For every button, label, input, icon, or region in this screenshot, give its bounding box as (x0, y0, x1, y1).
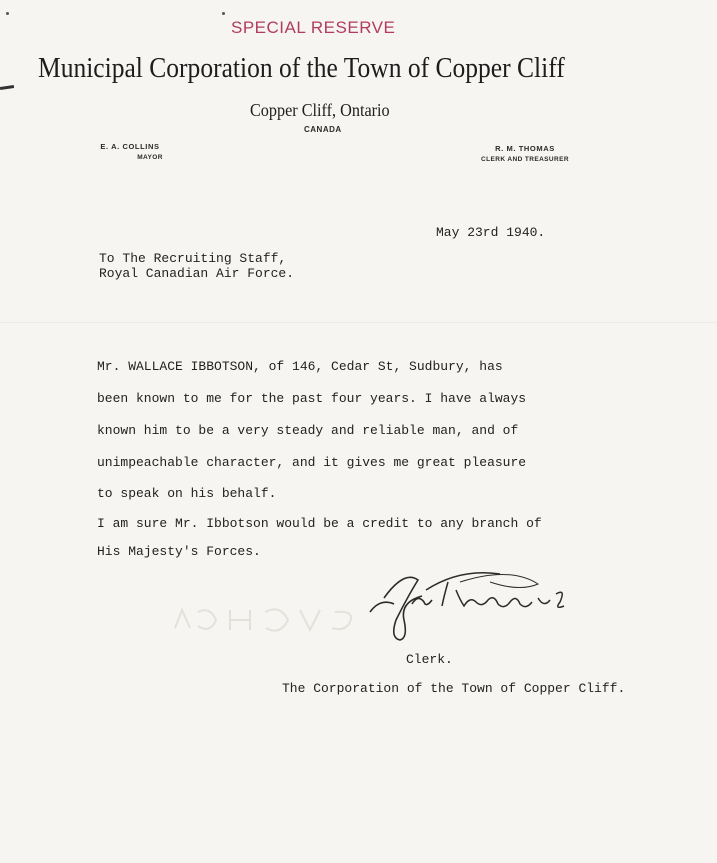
clerk-title: CLERK AND TREASURER (481, 156, 569, 163)
clerk-name: R. M. THOMAS (495, 144, 555, 153)
body-line: Mr. WALLACE IBBOTSON, of 146, Cedar St, Sudbury, has (97, 359, 503, 374)
speck-mark (6, 12, 9, 15)
body-line: known him to be a very steady and reliable man, and of (97, 423, 519, 438)
recipient-line-2: Royal Canadian Air Force. (99, 266, 295, 281)
paper-fold-line (0, 322, 717, 324)
speck-mark (222, 12, 225, 15)
handwritten-signature (360, 560, 590, 650)
body-line: His Majesty's Forces. (97, 544, 261, 559)
body-line: unimpeachable character, and it gives me great pleasure (97, 455, 527, 470)
letterhead-city: Copper Cliff, Ontario (250, 100, 390, 120)
mayor-title: MAYOR (137, 154, 163, 161)
mayor-block (80, 141, 180, 163)
letter-date: May 23rd 1940. (436, 225, 546, 240)
signatory-role: Clerk. (406, 652, 453, 667)
body-line: been known to me for the past four years. I have always (97, 391, 527, 406)
bleed-through-ghost (170, 600, 370, 640)
body-line: I am sure Mr. Ibbotson would be a credit to any branch of (97, 516, 542, 531)
special-reserve-stamp: SPECIAL RESERVE (231, 18, 396, 37)
body-line: to speak on his behalf. (97, 486, 277, 501)
letterhead-country: CANADA (304, 125, 342, 134)
signatory-organization: The Corporation of the Town of Copper Cliff. (282, 681, 626, 696)
edge-mark (0, 85, 14, 90)
mayor-name: E. A. COLLINS (100, 142, 160, 151)
clerk-block (460, 143, 590, 165)
recipient-line-1: To The Recruiting Staff, (99, 251, 287, 266)
letterhead-title: Municipal Corporation of the Town of Copper Cliff (38, 52, 565, 84)
